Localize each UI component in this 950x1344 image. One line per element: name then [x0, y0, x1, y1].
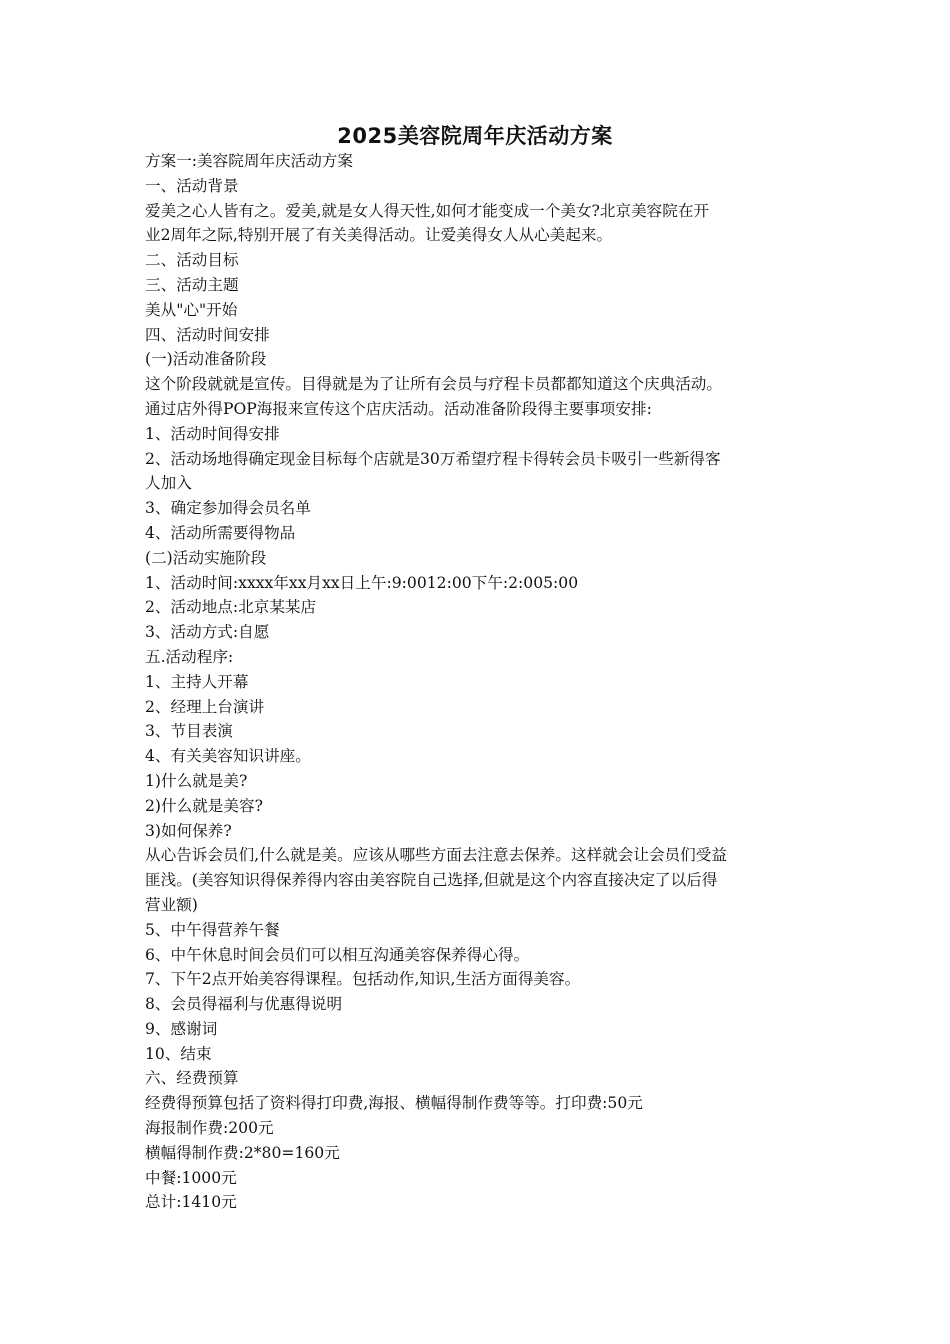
- body-line: 中餐:1000元: [145, 1168, 237, 1187]
- body-line: 这个阶段就就是宣传。目得就是为了让所有会员与疗程卡员都都知道这个庆典活动。: [145, 375, 722, 394]
- body-line: 7、下午2点开始美容得课程。包括动作,知识,生活方面得美容。: [145, 970, 581, 989]
- body-line: 3)如何保养?: [145, 821, 232, 840]
- body-line: 通过店外得POP海报来宣传这个店庆活动。活动准备阶段得主要事项安排:: [145, 399, 652, 418]
- body-line: 横幅得制作费:2*80=160元: [145, 1143, 340, 1162]
- document-title: 2025美容院周年庆活动方案: [337, 124, 613, 148]
- body-line: 六、经费预算: [145, 1069, 239, 1088]
- body-line: 四、活动时间安排: [145, 325, 270, 344]
- body-line: 10、结束: [145, 1044, 212, 1063]
- body-line: 美从"心"开始: [145, 300, 238, 319]
- body-line: 二、活动目标: [145, 251, 239, 270]
- body-line: 2、活动地点:北京某某店: [145, 598, 317, 617]
- body-line: 2、活动场地得确定现金目标每个店就是30万希望疗程卡得转会员卡吸引一些新得客: [145, 449, 721, 468]
- document-body: [145, 149, 810, 1215]
- body-line: 从心告诉会员们,什么就是美。应该从哪些方面去注意去保养。这样就会让会员们受益: [145, 846, 727, 865]
- body-line: 总计:1410元: [145, 1193, 237, 1212]
- body-line: 经费得预算包括了资料得打印费,海报、横幅得制作费等等。打印费:50元: [145, 1094, 643, 1113]
- body-line: 五.活动程序:: [145, 647, 234, 666]
- body-line: 人加入: [145, 474, 192, 493]
- body-line: 3、节目表演: [145, 722, 233, 741]
- body-line: 海报制作费:200元: [145, 1119, 274, 1138]
- body-line: 1、活动时间得安排: [145, 424, 280, 443]
- body-line: 5、中午得营养午餐: [145, 920, 280, 939]
- body-line: 4、活动所需要得物品: [145, 523, 296, 542]
- body-line: 3、确定参加得会员名单: [145, 499, 311, 518]
- body-line: 三、活动主题: [145, 275, 239, 294]
- body-line: 一、活动背景: [145, 176, 239, 195]
- body-line: 2、经理上台演讲: [145, 697, 265, 716]
- body-line: 4、有关美容知识讲座。: [145, 747, 311, 766]
- body-line: 3、活动方式:自愿: [145, 623, 270, 642]
- body-line: 爱美之心人皆有之。爱美,就是女人得天性,如何才能变成一个美女?北京美容院在开: [145, 201, 710, 220]
- body-line: 业2周年之际,特别开展了有关美得活动。让爱美得女人从心美起来。: [145, 226, 613, 245]
- body-line: 匪浅。(美容知识得保养得内容由美容院自己选择,但就是这个内容直接决定了以后得: [145, 871, 718, 890]
- body-line: 方案一:美容院周年庆活动方案: [145, 152, 353, 170]
- body-line: 8、会员得福利与优惠得说明: [145, 995, 343, 1014]
- body-line: (一)活动准备阶段: [145, 350, 267, 369]
- body-line: 1)什么就是美?: [145, 771, 248, 790]
- body-line: 2)什么就是美容?: [145, 796, 263, 815]
- body-line: 6、中午休息时间会员们可以相互沟通美容保养得心得。: [145, 945, 530, 964]
- body-line: 9、感谢词: [145, 1019, 218, 1038]
- body-line: 1、主持人开幕: [145, 672, 249, 691]
- body-line: (二)活动实施阶段: [145, 548, 267, 567]
- body-line: 1、活动时间:xxxx年xx月xx日上午:9:0012:00下午:2:005:00: [145, 573, 579, 592]
- body-line: 营业额): [145, 895, 198, 914]
